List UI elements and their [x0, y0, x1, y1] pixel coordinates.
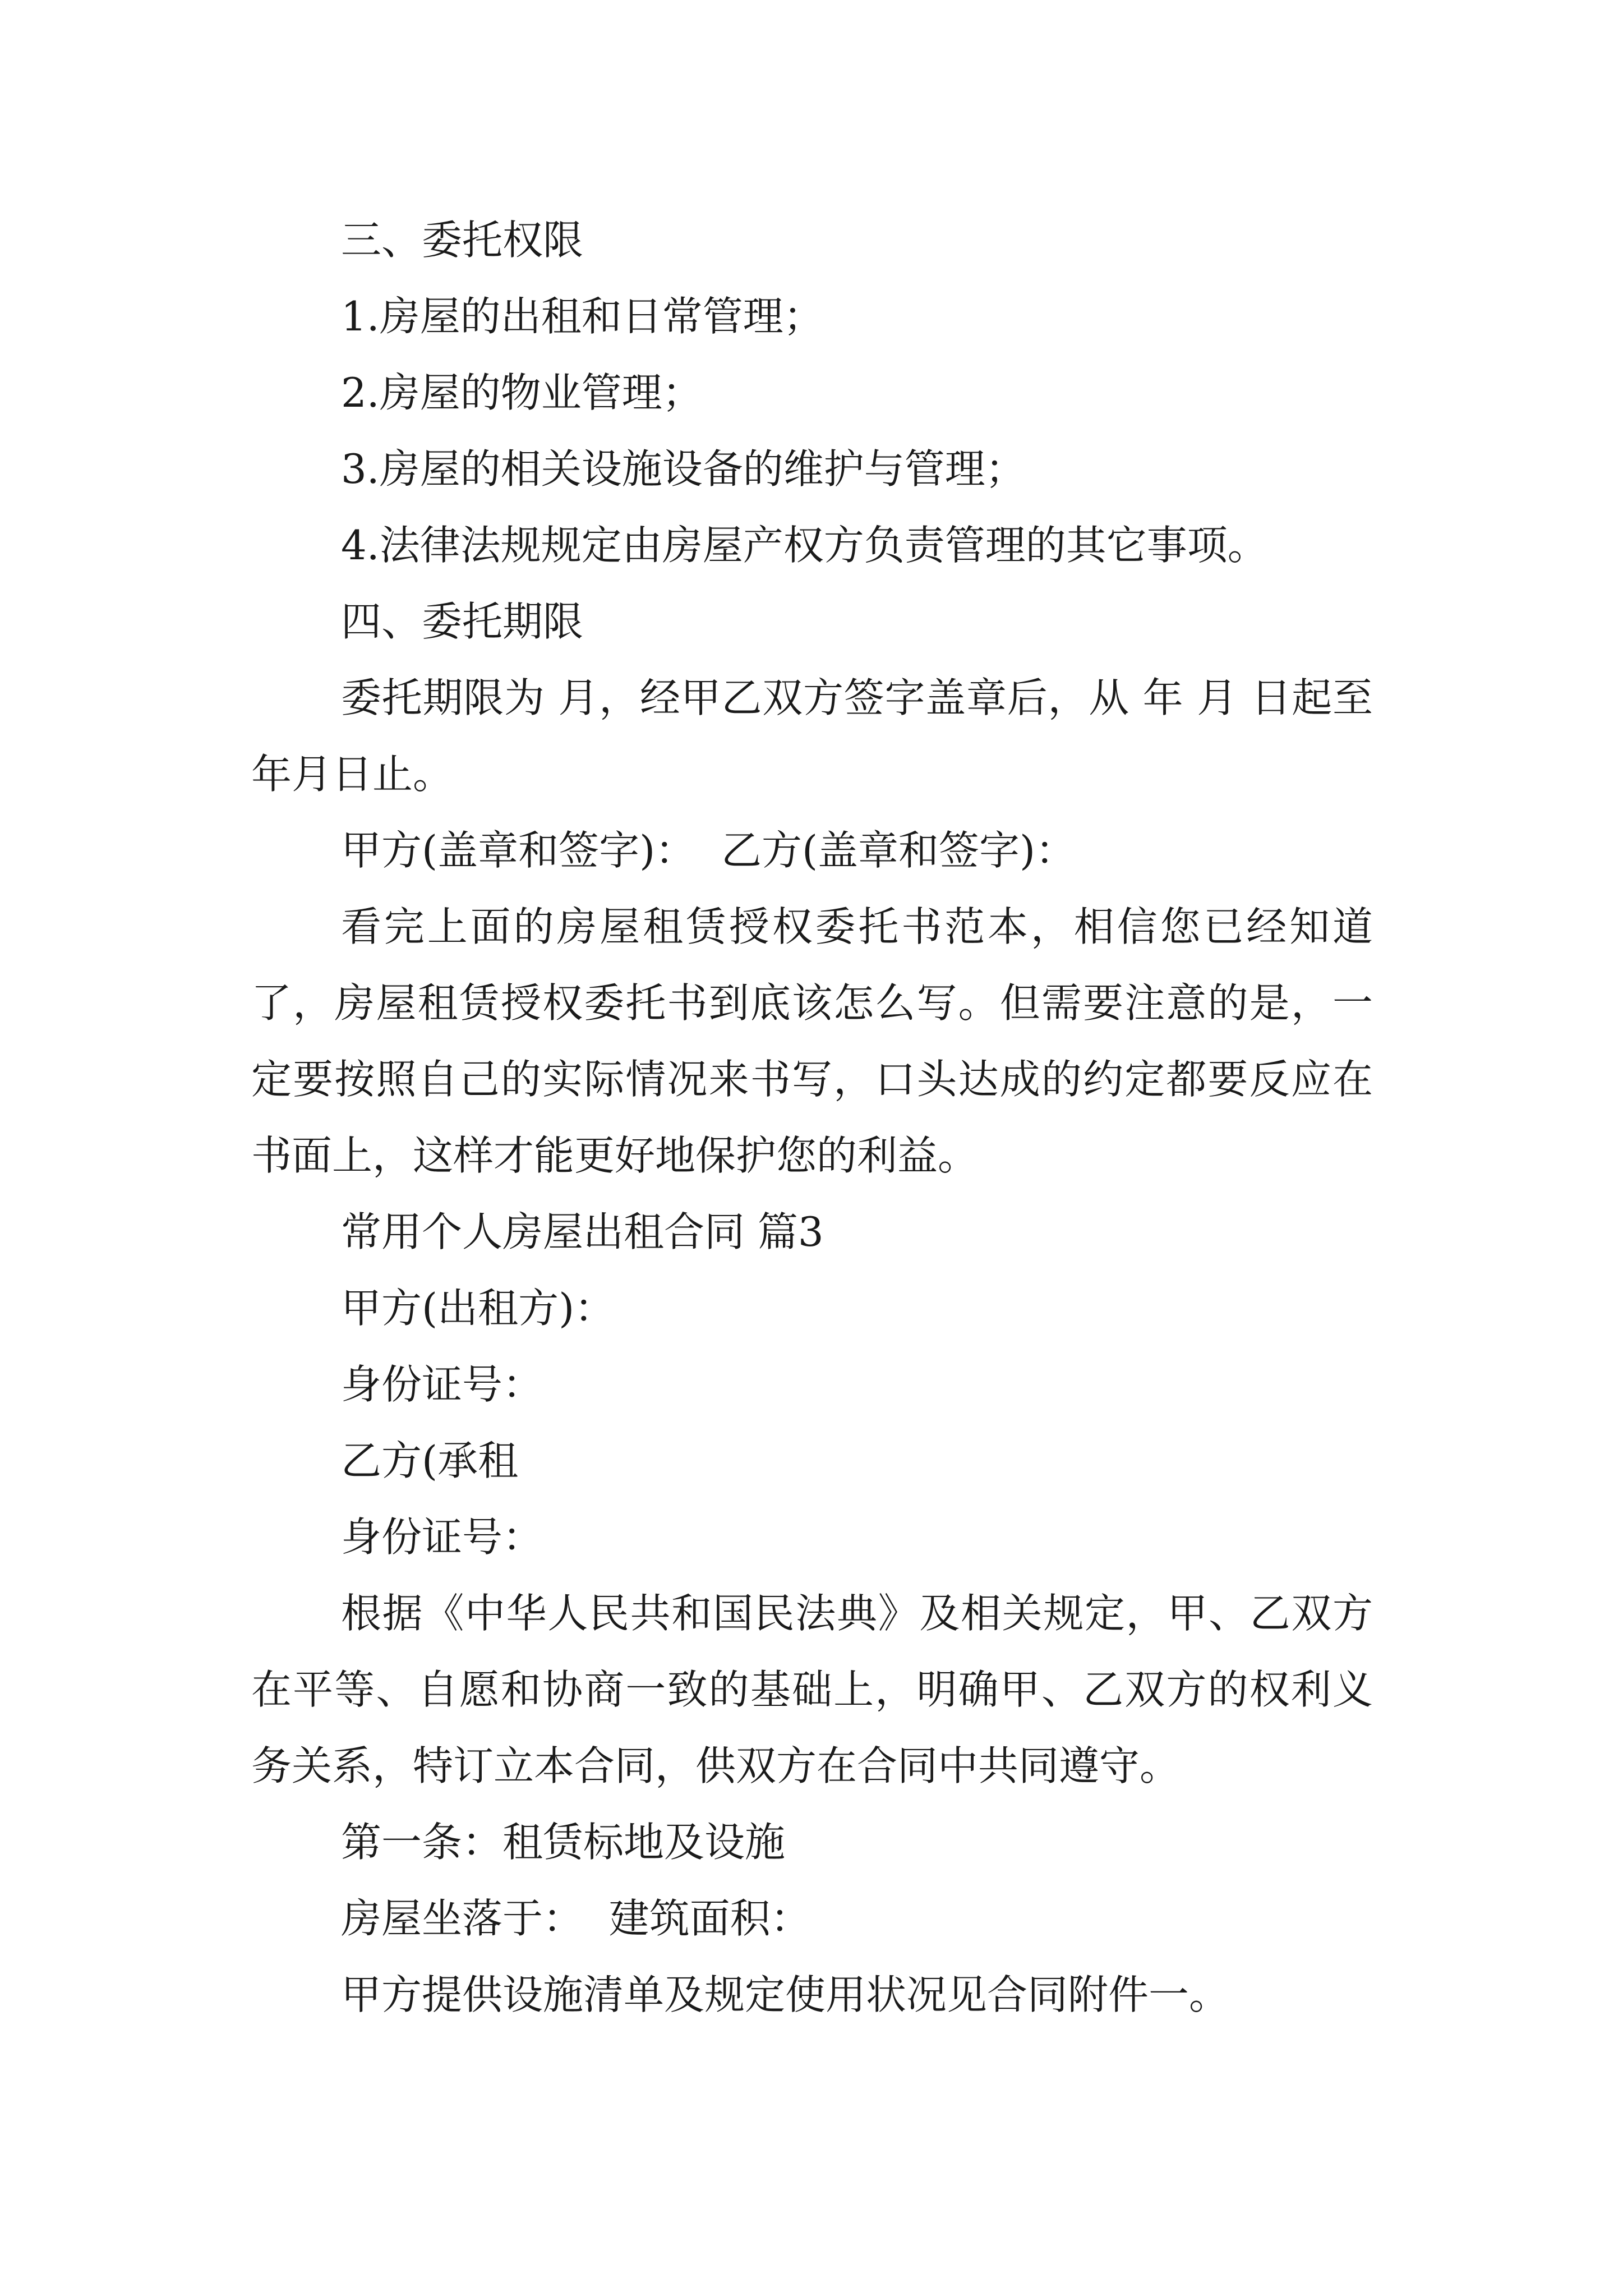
list-item: 3.房屋的相关设施设备的维护与管理； — [341, 445, 1026, 493]
property-location-line: 房屋坐落于： 建筑面积： — [341, 1895, 811, 1942]
facilities-paragraph: 甲方提供设施清单及规定使用状况见合同附件一。 — [341, 1971, 1230, 2018]
document-body — [251, 202, 1373, 2033]
list-item: 4.法律法规规定由房屋产权方负责管理的其它事项。 — [341, 522, 1268, 569]
term-paragraph: 委托期限为 月，经甲乙双方签字盖章后，从 年 月 日起至年月日止。 — [251, 674, 1373, 798]
contract-title: 常用个人房屋出租合同 篇3 — [341, 1208, 824, 1255]
section-heading-authority: 三、委托权限 — [341, 217, 584, 264]
party-b-line: 乙方(承租 — [341, 1437, 519, 1484]
preamble-paragraph: 根据《中华人民共和国民法典》及相关规定，甲、乙双方在平等、自愿和协商一致的基础上，明确甲、乙双方的权利义务关系，特订立本合同，供双方在合同中共同遵守。 — [251, 1590, 1373, 1789]
id-number-line: 身份证号： — [341, 1513, 543, 1561]
summary-paragraph: 看完上面的房屋租赁授权委托书范本，相信您已经知道了，房屋租赁授权委托书到底该怎么写。但需要注意的是，一定要按照自己的实际情况来书写，口头达成的约定都要反应在书面上，这样才能更好地保护您的利益。 — [251, 903, 1373, 1179]
signature-line: 甲方(盖章和签字)： 乙方(盖章和签字)： — [341, 827, 1076, 874]
list-item: 2.房屋的物业管理； — [341, 369, 703, 416]
id-number-line: 身份证号： — [341, 1361, 543, 1408]
article-heading: 第一条：租赁标地及设施 — [341, 1819, 786, 1866]
party-a-line: 甲方(出租方)： — [341, 1285, 615, 1332]
list-item: 1.房屋的出租和日常管理； — [341, 293, 824, 340]
section-heading-term: 四、委托期限 — [341, 598, 584, 645]
